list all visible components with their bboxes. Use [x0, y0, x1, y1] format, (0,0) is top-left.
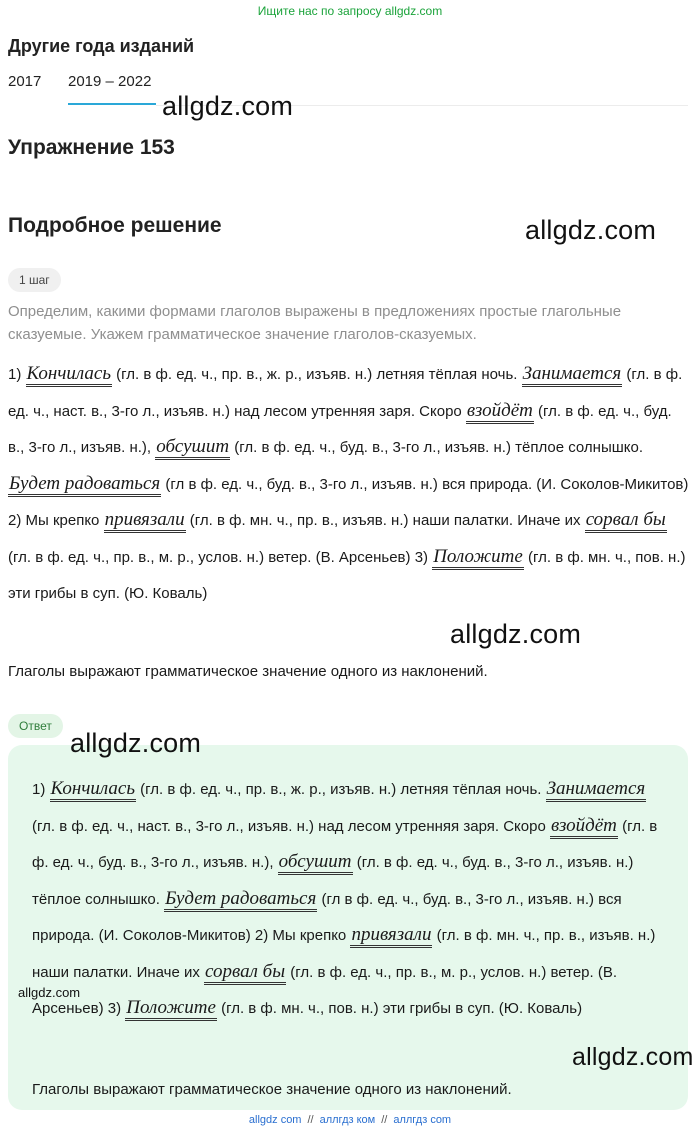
active-tab-indicator [68, 103, 156, 105]
verb-predicate: обсушит [278, 851, 353, 875]
verb-predicate: Положите [125, 997, 217, 1021]
text-fragment: (гл. в ф. ед. ч., пр. в., ж. р., изъяв. н.) летняя тёплая ночь. [112, 366, 522, 383]
watermark: allgdz.com [525, 215, 657, 245]
verb-predicate: Занимается [546, 778, 647, 802]
text-fragment: (гл. в ф. ед. ч., наст. в., 3-го л., изъяв. н.) над лесом утренняя заря. Скоро [32, 817, 550, 835]
watermark: allgdz.com [162, 91, 294, 121]
top-banner[interactable]: Ищите нас по запросу allgdz.com [257, 4, 443, 18]
footer-separator: // [307, 1114, 314, 1126]
watermark: allgdz.com [450, 619, 582, 649]
answer-badge: Ответ [8, 714, 63, 738]
verb-predicate: Будет радоваться [164, 888, 317, 912]
text-fragment: (гл. в ф. ед. ч., буд. в., 3-го л., изъяв. н.), [32, 817, 658, 871]
text-fragment: (гл в ф. ед. ч., буд. в., 3-го л., изъяв. н.) вся природа. (И. Соколов-Микитов) 2) Мы крепко [8, 475, 689, 529]
step-badge: 1 шаг [8, 268, 61, 292]
text-fragment: (гл. в ф. ед. ч., пр. в., ж. р., изъяв. н.) летняя тёплая ночь. [136, 781, 546, 798]
text-fragment: (гл. в ф. мн. ч., пов. н.) эти грибы в суп. (Ю. Коваль) [8, 548, 686, 602]
verb-predicate: сорвал бы [585, 509, 667, 533]
text-fragment: 1) [8, 366, 26, 383]
verb-predicate: Занимается [522, 363, 623, 387]
verb-predicate: привязали [350, 924, 432, 948]
verb-predicate: привязали [104, 509, 186, 533]
watermark: allgdz.com [70, 728, 202, 758]
verb-predicate: обсушит [155, 436, 230, 460]
solution-intro: Определим, какими формами глаголов выражены в предложениях простые глагольные сказуемые. Укажем грамматическое значение глаголов-сказуемых. [8, 303, 622, 343]
footer-links [0, 1114, 700, 1126]
text-fragment: (гл. в ф. ед. ч., буд. в., 3-го л., изъяв. н.) тёплое солнышко. [32, 854, 634, 908]
footer-link[interactable]: аллгдз com [393, 1114, 452, 1126]
text-fragment: 1) [32, 781, 50, 798]
exercise-title: Упражнение 153 [8, 136, 175, 159]
verb-predicate: Положите [432, 546, 524, 570]
answer-conclusion: Глаголы выражают грамматическое значение одного из наклонений. [32, 1081, 512, 1098]
text-fragment: (гл. в ф. мн. ч., пр. в., изъяв. н.) наши палатки. Иначе их [32, 927, 656, 981]
text-fragment: (гл. в ф. ед. ч., пр. в., м. р., услов. н.) ветер. (В. Арсеньев) 3) [8, 548, 433, 566]
verb-predicate: Кончилась [26, 363, 112, 387]
text-fragment: (гл в ф. ед. ч., буд. в., 3-го л., изъяв. н.) вся природа. (И. Соколов-Микитов) 2) Мы крепко [32, 890, 622, 944]
tab-year-2017[interactable]: 2017 [8, 73, 42, 90]
solution-conclusion: Глаголы выражают грамматическое значение одного из наклонений. [8, 663, 488, 680]
text-fragment: (гл. в ф. ед. ч., буд. в., 3-го л., изъяв. н.), [8, 402, 672, 456]
watermark-small: allgdz.com [18, 985, 81, 1000]
text-fragment: (гл. в ф. ед. ч., буд. в., 3-го л., изъяв. н.) тёплое солнышко. [230, 439, 644, 456]
footer-separator: // [381, 1114, 388, 1126]
watermark: allgdz.com [572, 1043, 694, 1071]
answer-text [32, 772, 672, 1028]
footer-link[interactable]: allgdz com [248, 1114, 302, 1126]
text-fragment: (гл. в ф. мн. ч., пов. н.) эти грибы в суп. (Ю. Коваль) [216, 1000, 583, 1017]
solution-text [8, 357, 692, 613]
other-years-heading: Другие года изданий [8, 36, 195, 56]
text-fragment: (гл. в ф. ед. ч., пр. в., м. р., услов. н.) ветер. (В. Арсеньев) 3) [32, 963, 618, 1017]
verb-predicate: Будет радоваться [8, 473, 161, 497]
verb-predicate: сорвал бы [204, 961, 286, 985]
text-fragment: (гл. в ф. ед. ч., наст. в., 3-го л., изъяв. н.) над лесом утренняя заря. Скоро [8, 366, 683, 420]
verb-predicate: Кончилась [50, 778, 136, 802]
solution-title: Подробное решение [8, 214, 222, 237]
verb-predicate: взойдёт [550, 815, 618, 839]
text-fragment: (гл. в ф. мн. ч., пр. в., изъяв. н.) наши палатки. Иначе их [185, 512, 585, 529]
footer-link[interactable]: аллгдз ком [319, 1114, 376, 1126]
tab-year-2019-2022[interactable]: 2019 – 2022 [68, 73, 152, 90]
verb-predicate: взойдёт [466, 400, 534, 424]
